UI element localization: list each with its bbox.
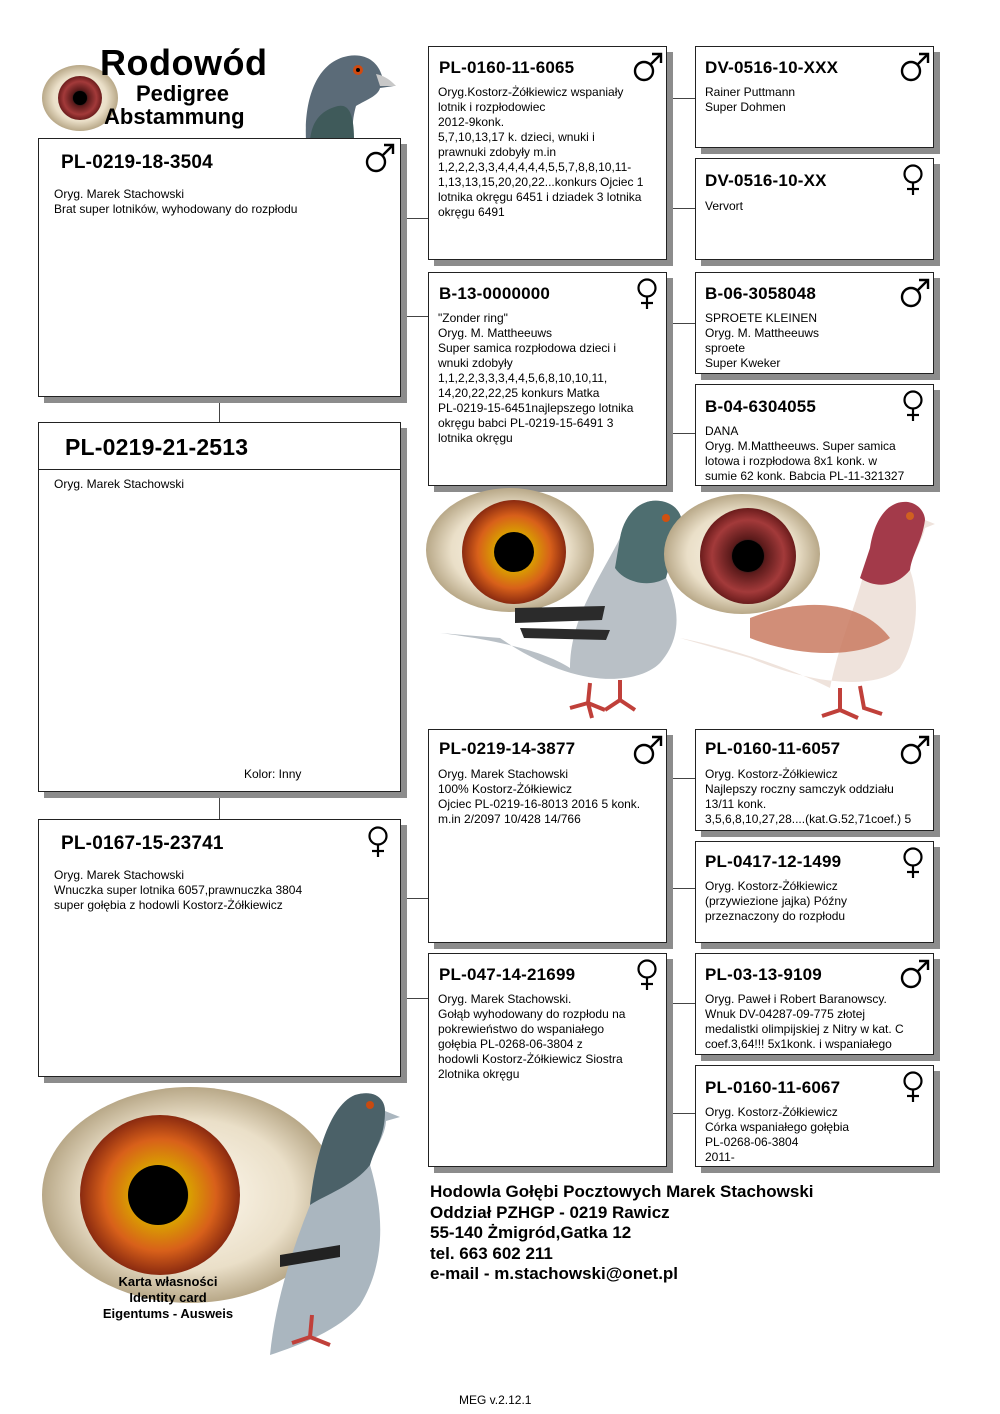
male-icon bbox=[898, 50, 932, 84]
fm-ring: B-13-0000000 bbox=[439, 284, 551, 303]
ffm-desc: Vervort bbox=[705, 199, 744, 213]
pigeon-head-icon bbox=[286, 40, 396, 140]
mff-desc: Oryg. Kostorz-Żółkiewicz Najlepszy roczny samczyk oddziału 13/11 konk. 3,5,6,8,10,27,28....(kat.G.52,71coef.) 5 bbox=[705, 767, 912, 826]
mfm-desc: Oryg. Kostorz-Żółkiewicz (przywiezione jajka) Późny przeznaczony do rozpłodu bbox=[705, 879, 848, 923]
identity-pigeon-illustration bbox=[40, 1085, 410, 1365]
ff-ring: PL-0160-11-6065 bbox=[439, 58, 575, 77]
connector-mm-mmf bbox=[666, 1003, 695, 1004]
connector-mother-mm bbox=[400, 998, 428, 999]
connector-mother-mf bbox=[400, 898, 428, 899]
id-card-line3: Eigentums - Ausweis bbox=[102, 1306, 234, 1321]
male-icon bbox=[363, 141, 397, 175]
subject-ring: PL-0219-21-2513 bbox=[65, 434, 249, 460]
fff-card[interactable] bbox=[695, 46, 934, 148]
connector-fm-fmf bbox=[666, 323, 695, 324]
mother-ring: PL-0167-15-23741 bbox=[61, 833, 224, 854]
ff-desc: Oryg.Kostorz-Żółkiewicz wspaniały lotnik i rozpłodowiec 2012-9konk. 5,7,10,13,17 k. dzieci, wnuki i prawnuki zdobyły m.in 1,2,2,2,3,3,4,4,4,4,4,5,5,7,8,8,10,11- 1,13,13,15,20,20,22...konkurs Ojciec 1 lotnika okręgu 6451 i dziadek 3 lotnika okręgu 6491 bbox=[438, 85, 644, 219]
mother-card[interactable] bbox=[38, 819, 401, 1077]
title-rodowod: Rodowód bbox=[100, 42, 268, 83]
connector-fm-fmm bbox=[666, 433, 695, 434]
mf-card[interactable] bbox=[428, 729, 667, 943]
mm-ring: PL-047-14-21699 bbox=[439, 965, 576, 984]
female-icon bbox=[896, 388, 930, 422]
fmf-desc: SPROETE KLEINEN Oryg. M. Mattheeuws sproete Super Kweker bbox=[705, 311, 820, 370]
connector-father-v bbox=[219, 397, 220, 422]
father-ring: PL-0219-18-3504 bbox=[61, 152, 213, 173]
breeder-address: 55-140 Żmigród,Gatka 12 bbox=[430, 1223, 632, 1242]
pigeon-pair-illustration bbox=[420, 488, 940, 728]
connector-mm-mmm bbox=[666, 1113, 695, 1114]
subject-card[interactable] bbox=[38, 422, 401, 792]
subject-header-divider bbox=[39, 469, 400, 470]
mfm-ring: PL-0417-12-1499 bbox=[705, 852, 842, 871]
header-logo bbox=[38, 40, 398, 140]
breeder-name: Hodowla Gołębi Pocztowych Marek Stachowski bbox=[430, 1182, 814, 1201]
id-card-label bbox=[88, 1274, 248, 1322]
version-label: MEG v.2.12.1 bbox=[459, 1393, 532, 1407]
id-card-line1: Karta własności bbox=[118, 1274, 218, 1289]
mm-card[interactable] bbox=[428, 953, 667, 1167]
ffm-card[interactable] bbox=[695, 158, 934, 260]
title-pedigree: Pedigree bbox=[136, 81, 229, 106]
male-icon bbox=[631, 733, 665, 767]
fmm-desc: DANA Oryg. M.Mattheeuws. Super samica lotowa i rozpłodowa 8x1 konk. w sumie 62 konk. Babcia PL-11-321327 bbox=[705, 424, 905, 483]
female-icon bbox=[361, 824, 395, 858]
mmf-card[interactable] bbox=[695, 953, 934, 1055]
mmm-ring: PL-0160-11-6067 bbox=[705, 1078, 841, 1097]
connector-ff-fff bbox=[666, 98, 695, 99]
ff-card[interactable] bbox=[428, 46, 667, 260]
connector-ff-ffm bbox=[666, 208, 695, 209]
female-icon bbox=[630, 957, 664, 991]
breeder-email[interactable]: e-mail - m.stachowski@onet.pl bbox=[430, 1264, 679, 1283]
mf-ring: PL-0219-14-3877 bbox=[439, 739, 576, 758]
male-icon bbox=[898, 276, 932, 310]
mfm-card[interactable] bbox=[695, 841, 934, 943]
breeder-phone: tel. 663 602 211 bbox=[430, 1243, 553, 1263]
fm-card[interactable] bbox=[428, 272, 667, 486]
mother-desc: Oryg. Marek Stachowski Wnuczka super lotnika 6057,prawnuczka 3804 super gołębia z hodowli Kostorz-Żółkiewicz bbox=[54, 868, 303, 912]
ffm-ring: DV-0516-10-XX bbox=[705, 171, 827, 190]
female-icon bbox=[896, 162, 930, 196]
male-icon bbox=[898, 957, 932, 991]
connector-mf-mff bbox=[666, 778, 695, 779]
id-card-line2: Identity card bbox=[129, 1290, 207, 1305]
subject-desc: Oryg. Marek Stachowski bbox=[54, 477, 185, 491]
mmf-desc: Oryg. Paweł i Robert Baranowscy. Wnuk DV-04287-09-775 złotej medalistki olimpijskiej z Nitry w kat. C coef.3,64!!! 5x1konk. i wspaniałego bbox=[705, 992, 904, 1051]
male-icon bbox=[898, 733, 932, 767]
female-icon bbox=[896, 845, 930, 879]
mmm-desc: Oryg. Kostorz-Żółkiewicz Córka wspaniałego gołębia PL-0268-06-3804 2011- bbox=[705, 1105, 850, 1164]
fmf-card[interactable] bbox=[695, 272, 934, 374]
father-card[interactable] bbox=[38, 138, 401, 397]
breeder-info bbox=[430, 1182, 814, 1285]
fmf-ring: B-06-3058048 bbox=[705, 284, 817, 303]
connector-mf-mfm bbox=[666, 888, 695, 889]
female-icon bbox=[630, 276, 664, 310]
mff-ring: PL-0160-11-6057 bbox=[705, 739, 841, 758]
fff-desc: Rainer Puttmann Super Dohmen bbox=[705, 85, 796, 114]
fmm-card[interactable] bbox=[695, 384, 934, 486]
connector-father-fm bbox=[400, 316, 428, 317]
connector-mother-v bbox=[219, 792, 220, 819]
fff-ring: DV-0516-10-XXX bbox=[705, 58, 839, 77]
mff-card[interactable] bbox=[695, 729, 934, 831]
male-icon bbox=[631, 50, 665, 84]
fmm-ring: B-04-6304055 bbox=[705, 397, 817, 416]
female-icon bbox=[896, 1069, 930, 1103]
mmm-card[interactable] bbox=[695, 1065, 934, 1167]
subject-color: Kolor: Inny bbox=[244, 767, 302, 781]
father-desc: Oryg. Marek Stachowski Brat super lotników, wyhodowany do rozpłodu bbox=[54, 187, 298, 216]
mf-desc: Oryg. Marek Stachowski 100% Kostorz-Żółkiewicz Ojciec PL-0219-16-8013 2016 5 konk. m.in 2/2097 10/428 14/766 bbox=[438, 767, 641, 826]
mmf-ring: PL-03-13-9109 bbox=[705, 965, 822, 984]
connector-father-ff bbox=[400, 218, 428, 219]
mm-desc: Oryg. Marek Stachowski. Gołąb wyhodowany do rozpłodu na pokrewieństwo do wspaniałego gołębia PL-0268-06-3804 z hodowli Kostorz-Żółkiewicz Siostra 2lotnika okręgu bbox=[438, 992, 626, 1081]
fm-desc: "Zonder ring" Oryg. M. Mattheeuws Super samica rozpłodowa dzieci i wnuki zdobyły 1,1,2,2,3,3,3,4,4,5,6,8,10,10,11, 14,20,22,22,25 konkurs Matka PL-0219-15-6451najlepszego lotnika okręgu babci PL-0219-15-6491 3 lotnika okręgu bbox=[438, 311, 634, 445]
breeder-branch: Oddział PZHGP - 0219 Rawicz bbox=[430, 1202, 670, 1222]
title-abstammung: Abstammung bbox=[104, 104, 245, 129]
